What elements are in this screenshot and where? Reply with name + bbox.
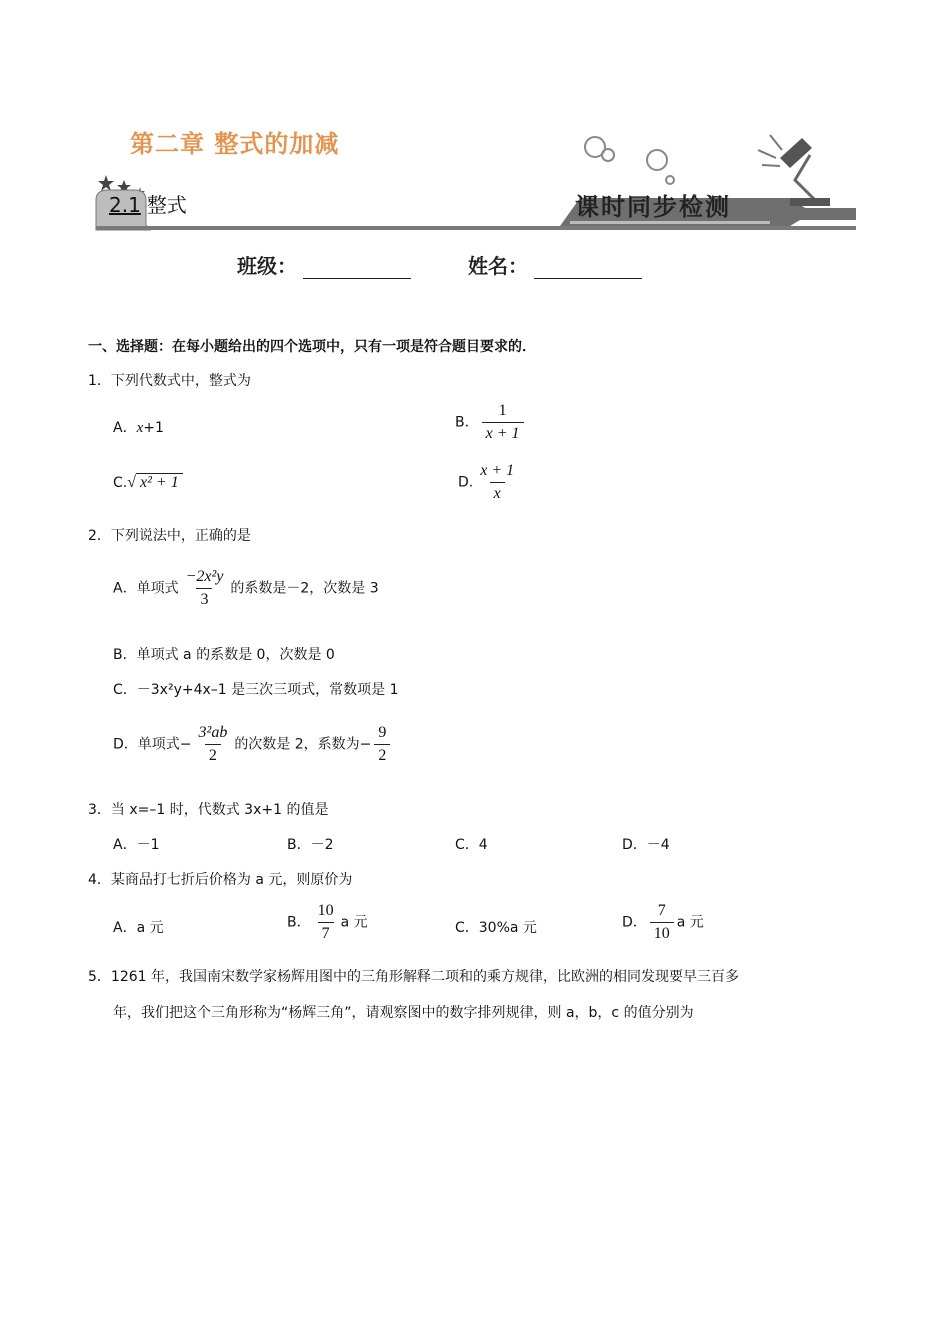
q3-option-c: C．4 xyxy=(455,837,488,853)
name-label: 姓名： xyxy=(468,254,528,278)
q4-stem: 4．某商品打七折后价格为 a 元，则原价为 xyxy=(88,872,353,888)
q5-line1: 5．1261 年，我国南宋数学家杨辉用图中的三角形解释二项和的乘方规律，比欧洲的相同发现要早三百多 xyxy=(88,969,739,985)
q1-stem: 1．下列代数式中，整式为 xyxy=(88,373,251,389)
q2-option-d: D．单项式− $\frac{\text{3²ab}}{2}$ 的次数是 2，系数为− $\frac{9}{2}$ xyxy=(113,724,393,765)
q5-line2: 年，我们把这个三角形称为“杨辉三角”，请观察图中的数字排列规律，则 a，b，c 的值分别为 xyxy=(113,1005,694,1021)
q1-option-d: D. $\frac{x + 1}{x}$ xyxy=(458,462,515,502)
q2-stem: 2．下列说法中，正确的是 xyxy=(88,528,251,544)
section-title xyxy=(109,189,187,218)
q1-option-a: A．x+1 xyxy=(113,420,164,436)
name-blank[interactable] xyxy=(534,260,642,279)
q4-option-d: D． $\frac{7}{10}$ a 元 xyxy=(622,902,704,942)
section-number: 2.1 xyxy=(109,193,141,217)
q4-option-b: B． $\frac{10}{7}$ a 元 xyxy=(287,902,368,942)
q3-option-a: A．－1 xyxy=(113,837,160,853)
chapter-title: 第二章 整式的加减 xyxy=(130,130,340,158)
bubble-icon xyxy=(666,176,674,184)
q3-option-d: D．－4 xyxy=(622,837,670,853)
bubble-icon xyxy=(602,149,614,161)
q1-option-b: B． $\frac{1}{x + 1}$ xyxy=(455,402,527,443)
class-blank[interactable] xyxy=(303,260,411,279)
q4-option-a: A．a 元 xyxy=(113,920,164,936)
q3-option-b: B．－2 xyxy=(287,837,334,853)
section-name: 整式 xyxy=(146,193,187,217)
bubble-icon xyxy=(647,150,667,170)
q2-option-a: A．单项式 $\frac{\text{−2x²y}}{3}$ 的系数是－2，次数是 3 xyxy=(113,568,379,608)
banner-text: 课时同步检测 xyxy=(575,192,731,221)
lamp-icon xyxy=(758,135,830,206)
class-label: 班级： xyxy=(237,254,297,278)
name-field[interactable] xyxy=(468,250,642,279)
part1-heading: 一、选择题：在每小题给出的四个选项中，只有一项是符合题目要求的． xyxy=(88,339,536,355)
q2-option-b: B．单项式 a 的系数是 0，次数是 0 xyxy=(113,647,335,663)
q3-stem: 3．当 x=–1 时，代数式 3x+1 的值是 xyxy=(88,802,329,818)
q4-option-c: C．30%a 元 xyxy=(455,920,537,936)
q2-option-c: C．－3x²y+4x–1 是三次三项式，常数项是 1 xyxy=(113,682,399,698)
q1-option-c: C.√ x² + 1 xyxy=(113,474,183,492)
class-field[interactable] xyxy=(237,250,411,279)
